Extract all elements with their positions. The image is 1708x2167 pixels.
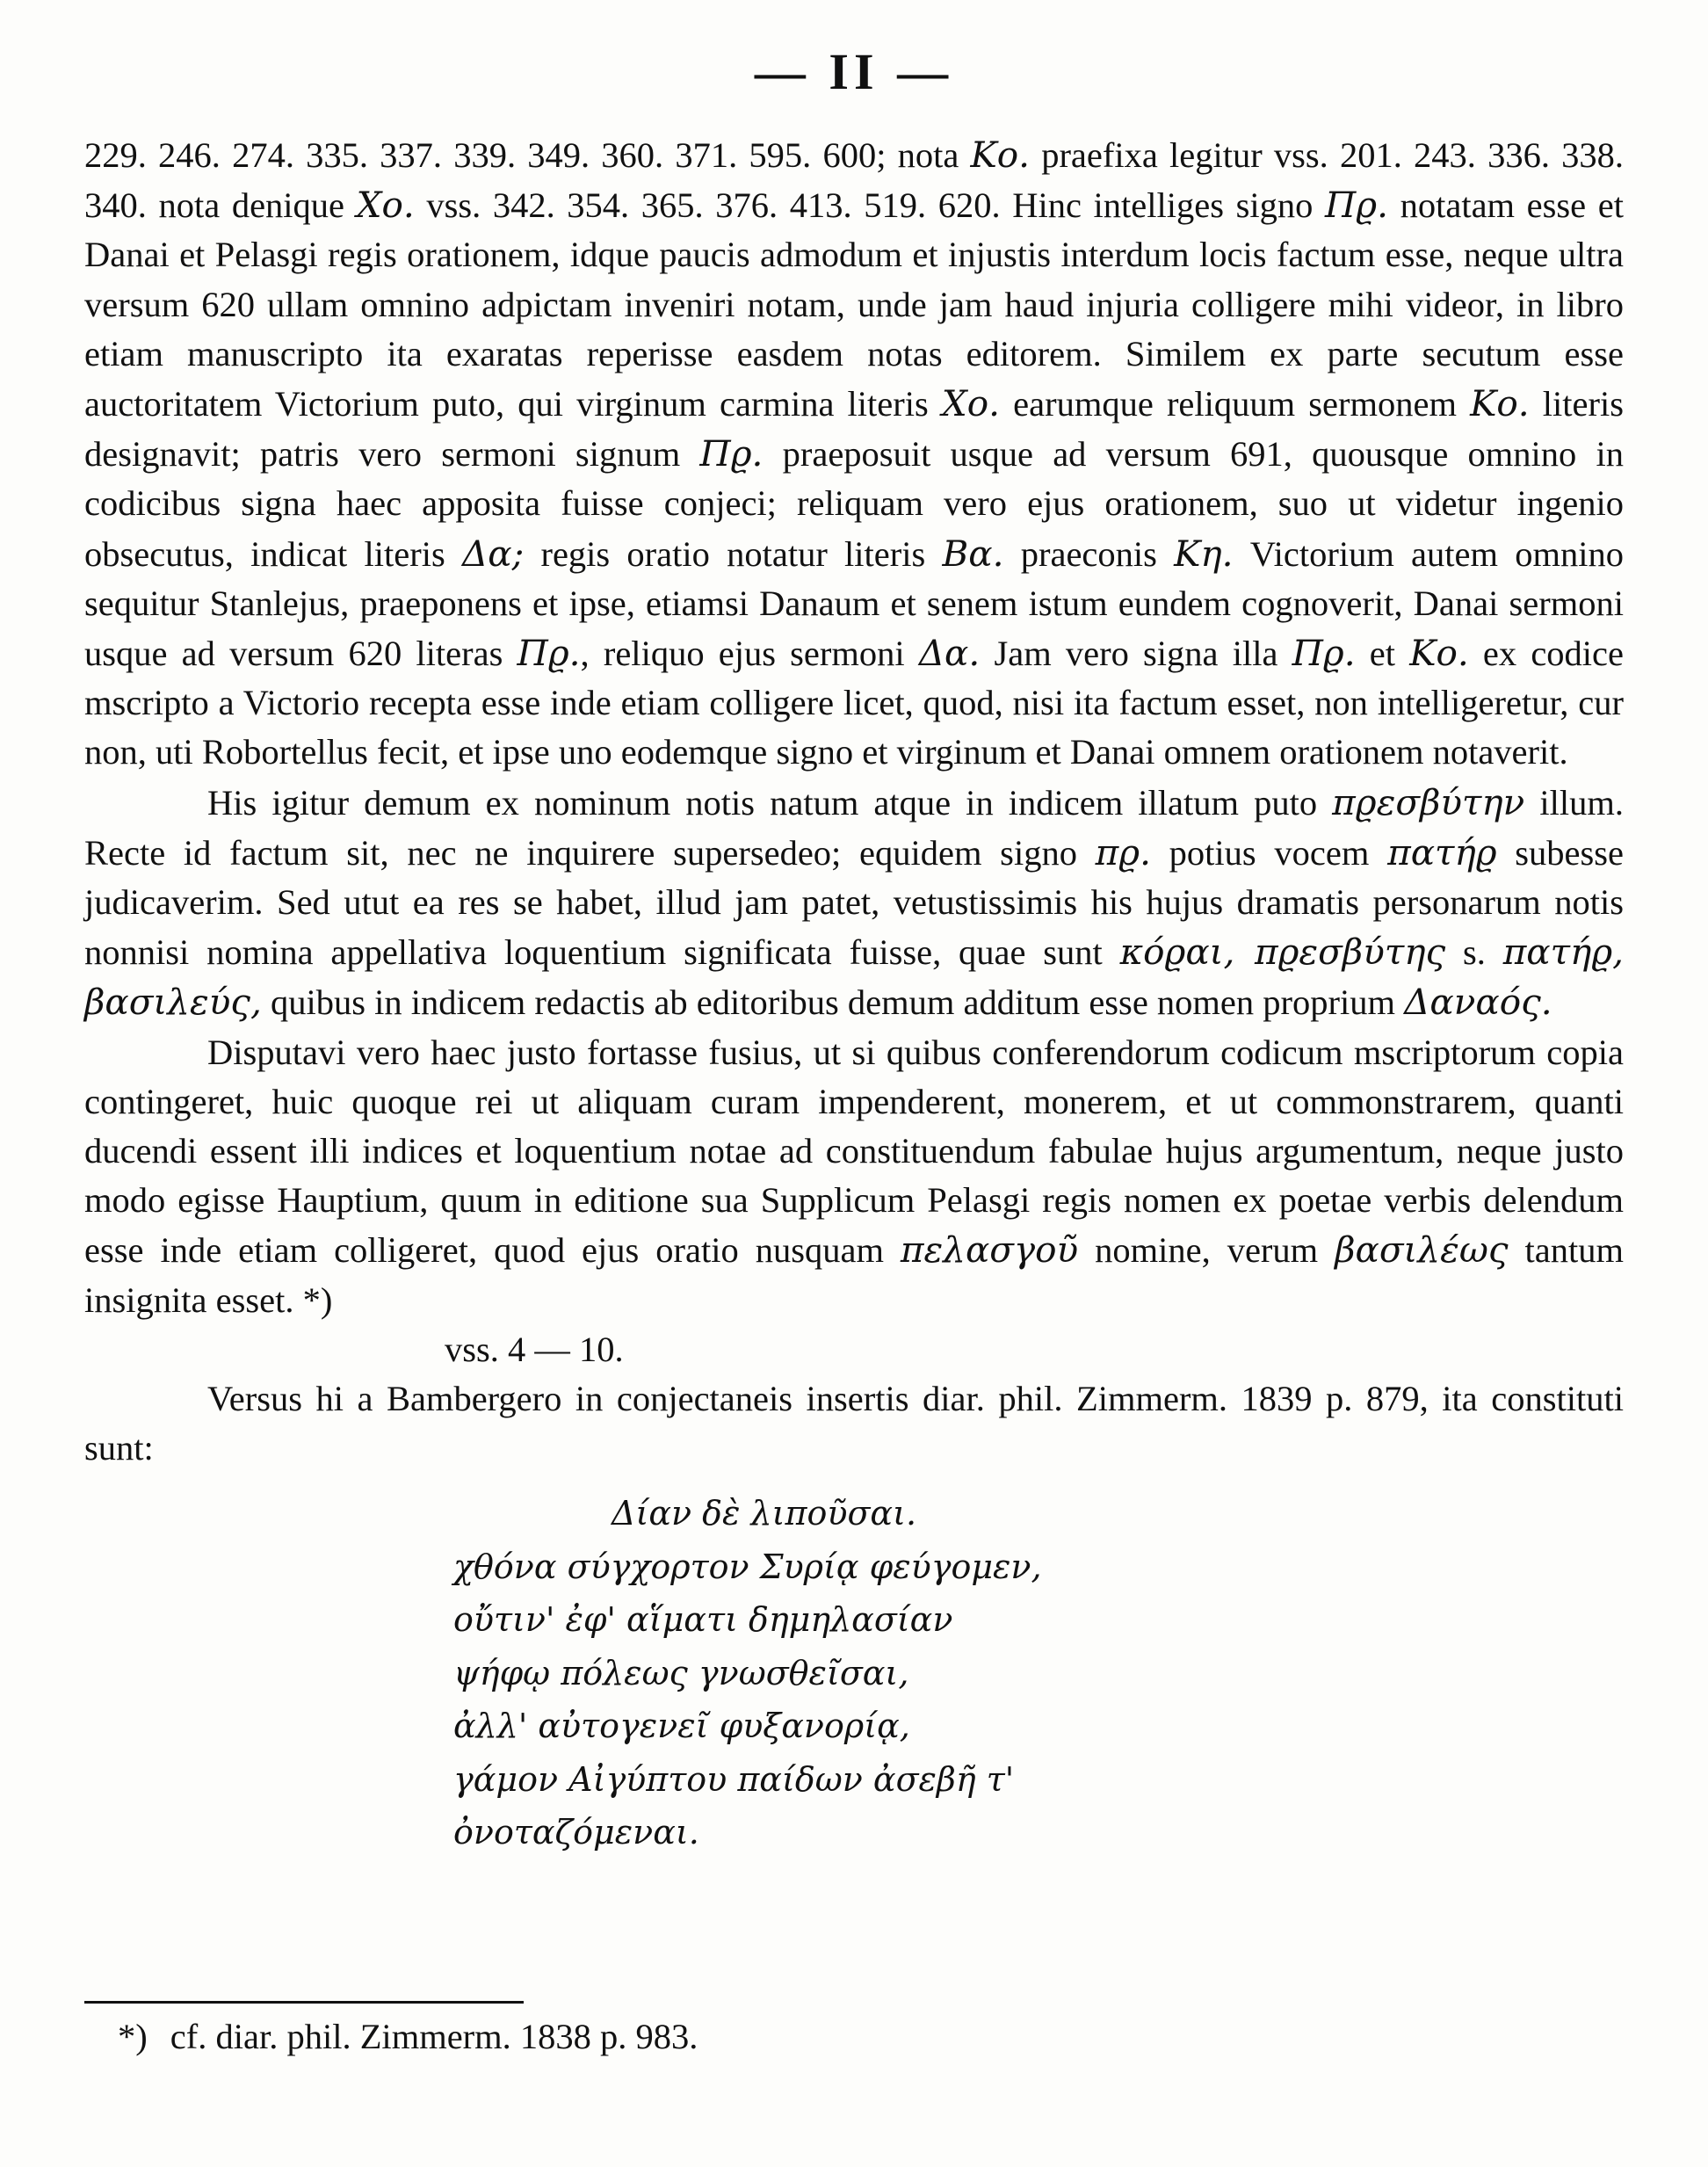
- verse-line: Δίαν δὲ λιποῦσαι.: [612, 1494, 917, 1533]
- greek-abbrev: Κο.: [970, 134, 1031, 176]
- text-span: tantum insignita esset. *): [84, 1230, 1624, 1320]
- greek-verse-block: [84, 1487, 1624, 1859]
- text-span: His igitur demum ex nominum notis natum atque in indicem illatum puto: [207, 782, 1333, 823]
- text-span: Versus hi a Bambergero in conjectaneis insertis diar. phil. Zimmerm. 1839 p. 879, ita constituti sunt:: [84, 1379, 1624, 1468]
- greek-word: κόϱαι, πϱεσβύτης: [1119, 931, 1446, 974]
- greek-abbrev: Δα;: [461, 532, 525, 575]
- verse-line: γάμον Αἰγύπτου παίδων ἀσεβῆ τ': [453, 1759, 1015, 1799]
- verse-line: οὔτιν' ἐφ' αἵματι δημηλασίαν: [453, 1600, 953, 1640]
- text-span: , reliquo ejus sermoni: [580, 634, 919, 674]
- text-span: notatam esse et Danai et Pelasgi regis orationem, idque paucis admodum et injustis interdum locis factum esse, neque ultra versum 620 ullam omnino adpictam inveniri notam, unde jam haud injuria colligere mihi videor, in libro etiam manuscripto ita exaratas reperisse easdem notas editorem. Similem ex parte secutum esse auctoritatem Victorium puto, qui virginum carmina literis: [84, 185, 1624, 424]
- greek-word: πελασγοῦ: [900, 1228, 1079, 1272]
- paragraph-1: [84, 130, 1624, 778]
- greek-word: πϱεσβύτην: [1332, 780, 1525, 823]
- greek-word: βασιλέως: [1335, 1228, 1509, 1272]
- greek-abbrev: Πϱ.: [699, 432, 764, 475]
- verse-line: χθόνα σύγχορτον Συρίᾳ φεύγομεν,: [453, 1547, 1042, 1586]
- text-span: praeposuit usque ad versum 691, quousque omnino in codicibus signa haec apposita fuisse conjeci; reliquam vero ejus orationem, suo ut videtur ingenio obsecutus, indicat literis: [84, 434, 1625, 574]
- verse-line: ἀλλ' αὐτογενεῖ φυξανορίᾳ,: [453, 1707, 910, 1746]
- paragraph-3: [84, 1028, 1624, 1325]
- greek-abbrev: Πϱ.: [1292, 632, 1356, 675]
- page-header: — II —: [754, 43, 954, 100]
- greek-abbrev: Χο.: [941, 382, 1001, 425]
- greek-word: πϱ.: [1095, 830, 1151, 873]
- greek-word: Δαναός.: [1404, 981, 1552, 1024]
- footnote: [118, 2012, 698, 2062]
- text-span: potius vocem: [1150, 832, 1388, 873]
- text-span: nomine, verum: [1078, 1230, 1335, 1271]
- text-span: regis oratio notatur literis: [524, 533, 943, 574]
- text-span: Disputavi vero haec justo fortasse fusius, ut si quibus conferendorum codicum mscriptorum copia contingeret, huic quoque rei ut aliquam curam impenderent, monerem, et ut commonstrarem, quanti ducendi essent illi indices et loquentium notae ad constituendum fabulae hujus argumentum, neque justo modo egisse Hauptium, quum in editione sua Supplicum Pelasgi regis nomen ex poetae verbis delendum esse inde etiam colligeret, quod ejus oratio nusquam: [84, 1032, 1624, 1271]
- paragraph-2: [84, 778, 1624, 1028]
- text-span: earumque reliquum sermonem: [1000, 384, 1471, 424]
- text-span: praeconis: [1003, 533, 1175, 574]
- verse-range-label: vss. 4 — 10.: [445, 1329, 624, 1369]
- text-span: Jam vero signa illa: [980, 634, 1292, 674]
- greek-abbrev: Χο.: [356, 184, 415, 227]
- text-span: ex codice mscripto a Victorio recepta esse inde etiam colligere licet, quod, nisi ita factum esset, non intelligeretur, cur non, uti Robortellus fecit, et ipse uno eodemque signo et virginum et Danai omnem orationem notaverit.: [84, 634, 1624, 772]
- footnote-text: cf. diar. phil. Zimmerm. 1838 p. 983.: [170, 2017, 698, 2056]
- greek-abbrev: Δα.: [918, 632, 981, 675]
- text-span: 229. 246. 274. 335. 337. 339. 349. 360. 371. 595. 600; nota: [84, 135, 971, 175]
- verse-line: ψήφῳ πόλεως γνωσθεῖσαι,: [453, 1653, 909, 1692]
- greek-abbrev: Πϱ.: [517, 632, 581, 675]
- verse-line: ὀνοταζόμεναι.: [453, 1813, 699, 1852]
- text-span: illum. Recte id factum sit, nec ne inquirere supersedeo; equidem signo: [84, 782, 1624, 873]
- greek-word: πατήϱ: [1387, 830, 1497, 873]
- text-span: vss. 342. 354. 365. 376. 413. 519. 620. Hinc intelliges signo: [414, 185, 1325, 226]
- text-span: Victorium autem omnino sequitur Stanlejus, praeponens et ipse, etiamsi Danaum et senem istum eundem cognoverit, Danai sermoni usque ad versum 620 literas: [84, 533, 1624, 674]
- footnote-divider: [84, 2001, 524, 2004]
- footnote-mark: *): [118, 2017, 148, 2056]
- greek-word: πατήϱ, βασιλεύς,: [84, 931, 1625, 1024]
- body-text: [84, 130, 1624, 1859]
- text-span: s.: [1445, 932, 1503, 973]
- text-span: et: [1355, 634, 1410, 674]
- greek-abbrev: Κο.: [1470, 382, 1530, 425]
- greek-abbrev: Βα.: [942, 532, 1004, 575]
- text-span: quibus in indicem redactis ab editoribus demum additum esse nomen proprium: [261, 982, 1405, 1023]
- greek-abbrev: Κο.: [1409, 632, 1469, 675]
- text-span: literis designavit; patris vero sermoni signum: [84, 384, 1625, 475]
- greek-abbrev: Κη.: [1174, 532, 1234, 575]
- text-span: subesse judicaverim. Sed utut ea res se habet, illud jam patet, vetustissimis his hujus dramatis personarum notis nonnisi nomina appellativa loquentium significata fuisse, quae sunt: [84, 832, 1624, 973]
- paragraph-4: [84, 1374, 1624, 1473]
- text-span: praefixa legitur vss. 201. 243. 336. 338. 340. nota denique: [84, 135, 1624, 226]
- greek-abbrev: Πϱ.: [1324, 184, 1388, 227]
